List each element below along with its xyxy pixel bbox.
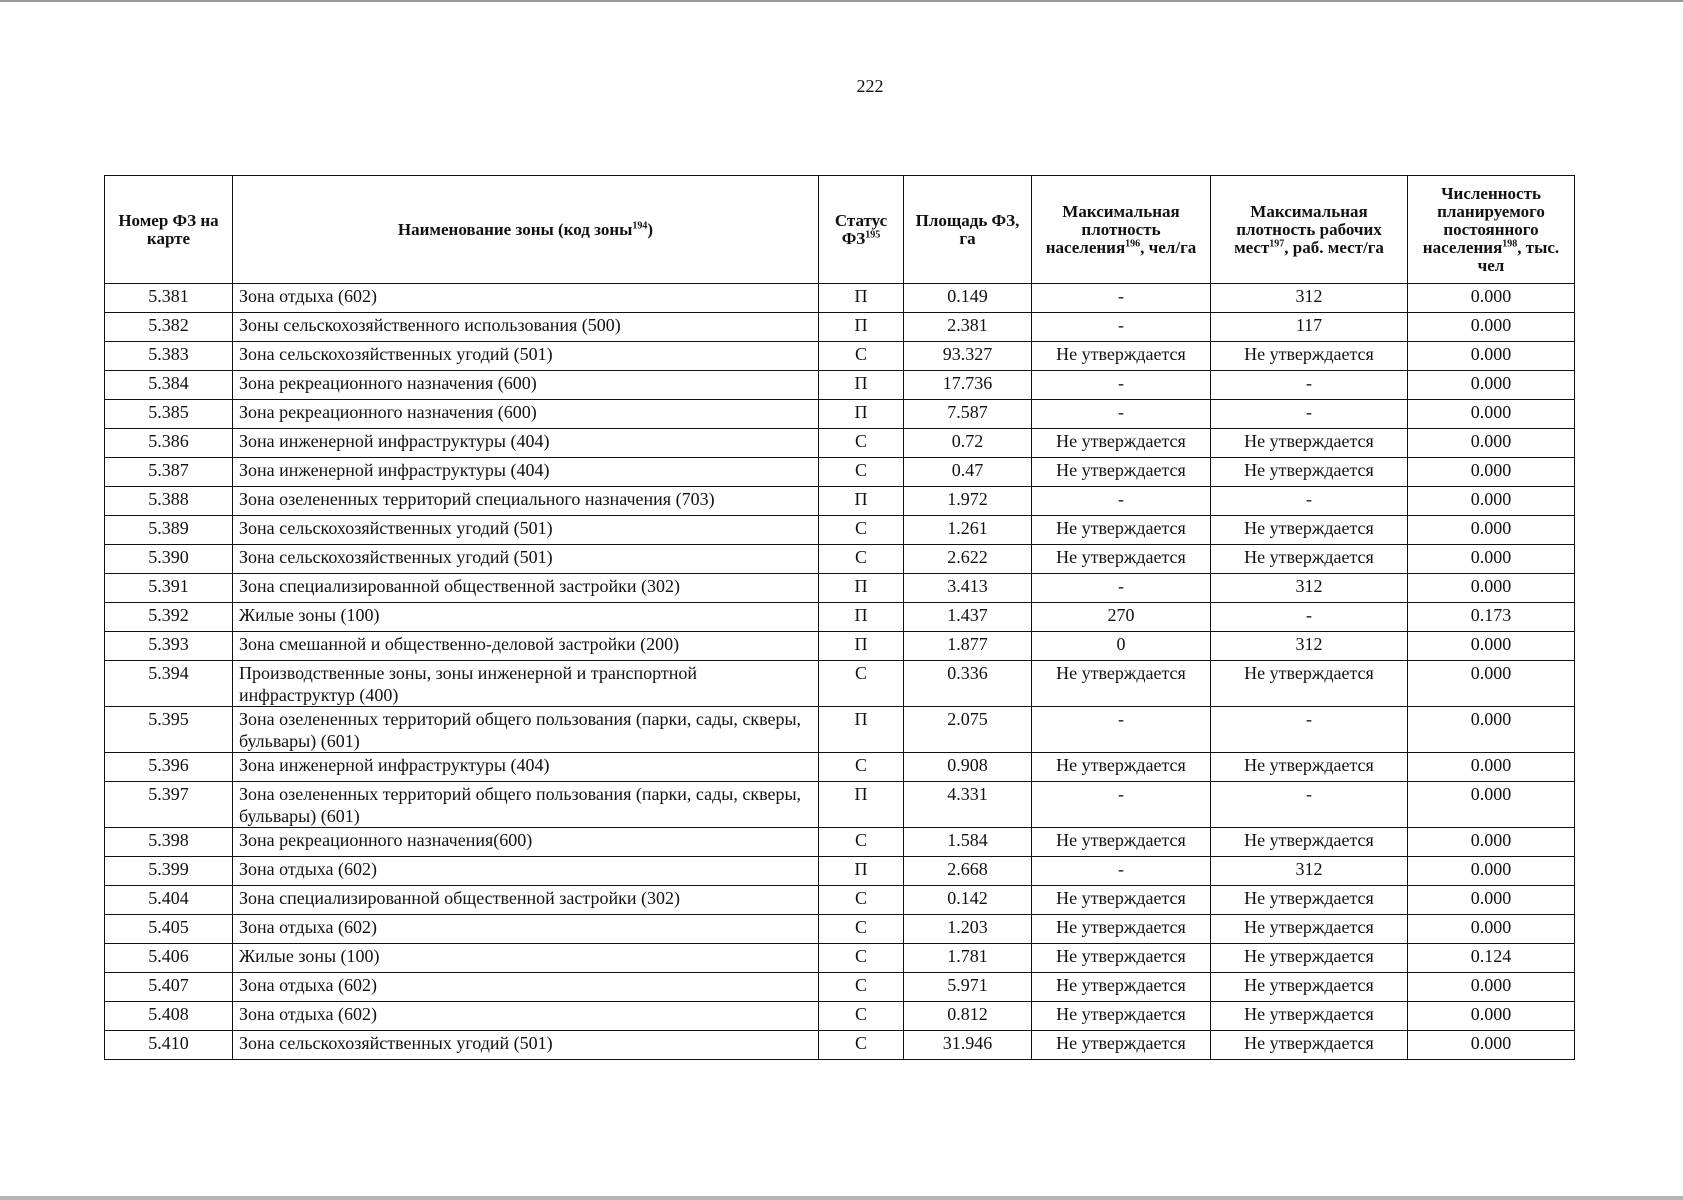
cell-status: П [819,782,904,828]
cell-area: 1.203 [904,915,1032,944]
cell-area: 2.668 [904,857,1032,886]
cell-area: 1.877 [904,632,1032,661]
cell-density: - [1032,400,1211,429]
cell-density: 270 [1032,603,1211,632]
cell-density: Не утверждается [1032,516,1211,545]
cell-zone-name: Зона инженерной инфраструктуры (404) [233,458,819,487]
cell-population: 0.000 [1408,284,1575,313]
cell-jobs-density: Не утверждается [1211,1002,1408,1031]
header-row [105,176,1575,284]
cell-status: С [819,342,904,371]
cell-area: 7.587 [904,400,1032,429]
cell-status: С [819,828,904,857]
cell-zone-name: Производственные зоны, зоны инженерной и транспортной инфраструктур (400) [233,661,819,707]
cell-zone-name: Зона инженерной инфраструктуры (404) [233,429,819,458]
cell-population: 0.000 [1408,429,1575,458]
cell-population: 0.000 [1408,886,1575,915]
cell-population: 0.000 [1408,487,1575,516]
cell-jobs-density: Не утверждается [1211,661,1408,707]
cell-jobs-density: Не утверждается [1211,516,1408,545]
cell-density: Не утверждается [1032,886,1211,915]
cell-area: 0.336 [904,661,1032,707]
cell-status: С [819,973,904,1002]
cell-status: П [819,400,904,429]
cell-density: - [1032,707,1211,753]
cell-density: Не утверждается [1032,429,1211,458]
cell-status: П [819,313,904,342]
cell-status: С [819,944,904,973]
cell-zone-name: Зона озелененных территорий специального назначения (703) [233,487,819,516]
cell-jobs-density: - [1211,400,1408,429]
cell-area: 1.261 [904,516,1032,545]
table-row [105,545,1575,574]
cell-number: 5.405 [105,915,233,944]
cell-zone-name: Зона озелененных территорий общего пользования (парки, сады, скверы, бульвары) (601) [233,782,819,828]
cell-population: 0.000 [1408,1002,1575,1031]
table-row [105,661,1575,707]
cell-density: - [1032,284,1211,313]
scan-edge-bottom [0,1196,1683,1200]
cell-population: 0.000 [1408,371,1575,400]
cell-density: Не утверждается [1032,828,1211,857]
cell-jobs-density: - [1211,782,1408,828]
table-row [105,782,1575,828]
cell-density: - [1032,487,1211,516]
cell-population: 0.000 [1408,828,1575,857]
table-row [105,516,1575,545]
cell-area: 0.72 [904,429,1032,458]
cell-number: 5.407 [105,973,233,1002]
cell-area: 93.327 [904,342,1032,371]
cell-population: 0.000 [1408,782,1575,828]
cell-number: 5.394 [105,661,233,707]
cell-jobs-density: 312 [1211,632,1408,661]
cell-area: 0.47 [904,458,1032,487]
cell-jobs-density: Не утверждается [1211,458,1408,487]
cell-zone-name: Зона сельскохозяйственных угодий (501) [233,1031,819,1060]
cell-number: 5.383 [105,342,233,371]
table-row [105,973,1575,1002]
header-jobs: Максимальная плотность рабочих мест$^{197}$, раб. мест/га [1211,176,1408,284]
cell-density: Не утверждается [1032,1002,1211,1031]
cell-number: 5.397 [105,782,233,828]
header-density: Максимальная плотность населения$^{196}$, чел/га [1032,176,1211,284]
cell-status: П [819,487,904,516]
cell-zone-name: Зона специализированной общественной застройки (302) [233,886,819,915]
cell-number: 5.390 [105,545,233,574]
cell-status: П [819,857,904,886]
table-row [105,1031,1575,1060]
table-row [105,1002,1575,1031]
cell-zone-name: Зона отдыха (602) [233,973,819,1002]
cell-zone-name: Жилые зоны (100) [233,944,819,973]
cell-area: 31.946 [904,1031,1032,1060]
cell-zone-name: Зона отдыха (602) [233,915,819,944]
cell-zone-name: Зона инженерной инфраструктуры (404) [233,753,819,782]
cell-status: С [819,1031,904,1060]
cell-number: 5.408 [105,1002,233,1031]
table-row [105,753,1575,782]
cell-zone-name: Зона специализированной общественной застройки (302) [233,574,819,603]
cell-density: Не утверждается [1032,944,1211,973]
cell-zone-name: Зона рекреационного назначения (600) [233,371,819,400]
table-row [105,371,1575,400]
cell-population: 0.124 [1408,944,1575,973]
cell-zone-name: Зона отдыха (602) [233,284,819,313]
cell-density: - [1032,782,1211,828]
cell-zone-name: Зона сельскохозяйственных угодий (501) [233,342,819,371]
cell-zone-name: Зона рекреационного назначения (600) [233,400,819,429]
cell-number: 5.393 [105,632,233,661]
cell-jobs-density: 312 [1211,284,1408,313]
cell-number: 5.406 [105,944,233,973]
cell-number: 5.398 [105,828,233,857]
cell-population: 0.173 [1408,603,1575,632]
cell-population: 0.000 [1408,857,1575,886]
cell-status: П [819,603,904,632]
cell-status: С [819,753,904,782]
cell-area: 2.622 [904,545,1032,574]
cell-number: 5.382 [105,313,233,342]
cell-number: 5.386 [105,429,233,458]
header-number: Номер ФЗ на карте [105,176,233,284]
cell-population: 0.000 [1408,973,1575,1002]
cell-number: 5.404 [105,886,233,915]
table-row [105,429,1575,458]
table-body [105,284,1575,1060]
cell-status: С [819,516,904,545]
cell-number: 5.389 [105,516,233,545]
scan-edge-top [0,0,1683,2]
cell-status: П [819,707,904,753]
cell-density: Не утверждается [1032,458,1211,487]
cell-density: Не утверждается [1032,1031,1211,1060]
cell-population: 0.000 [1408,516,1575,545]
cell-jobs-density: 312 [1211,857,1408,886]
cell-jobs-density: Не утверждается [1211,828,1408,857]
table-row [105,828,1575,857]
cell-jobs-density: Не утверждается [1211,915,1408,944]
cell-jobs-density: Не утверждается [1211,944,1408,973]
cell-density: - [1032,313,1211,342]
cell-density: - [1032,857,1211,886]
cell-jobs-density: Не утверждается [1211,973,1408,1002]
cell-density: Не утверждается [1032,973,1211,1002]
cell-area: 0.812 [904,1002,1032,1031]
cell-number: 5.410 [105,1031,233,1060]
cell-zone-name: Зона отдыха (602) [233,857,819,886]
cell-jobs-density: 312 [1211,574,1408,603]
cell-area: 0.908 [904,753,1032,782]
cell-jobs-density: Не утверждается [1211,342,1408,371]
cell-number: 5.387 [105,458,233,487]
cell-density: Не утверждается [1032,545,1211,574]
cell-jobs-density: 117 [1211,313,1408,342]
page-number: 222 [856,76,884,96]
cell-population: 0.000 [1408,545,1575,574]
cell-jobs-density: Не утверждается [1211,753,1408,782]
cell-density: Не утверждается [1032,915,1211,944]
cell-population: 0.000 [1408,707,1575,753]
table-row [105,603,1575,632]
cell-population: 0.000 [1408,632,1575,661]
cell-zone-name: Зона озелененных территорий общего пользования (парки, сады, скверы, бульвары) (601) [233,707,819,753]
cell-number: 5.392 [105,603,233,632]
cell-status: П [819,632,904,661]
table-row [105,632,1575,661]
cell-status: С [819,661,904,707]
table-row [105,284,1575,313]
zones-table [104,175,1575,1060]
cell-area: 1.437 [904,603,1032,632]
cell-density: Не утверждается [1032,753,1211,782]
header-population: Численность планируемого постоянного населения$^{198}$, тыс. чел [1408,176,1575,284]
cell-jobs-density: - [1211,603,1408,632]
cell-jobs-density: Не утверждается [1211,1031,1408,1060]
cell-number: 5.396 [105,753,233,782]
table-row [105,313,1575,342]
cell-status: С [819,545,904,574]
cell-population: 0.000 [1408,458,1575,487]
cell-area: 0.149 [904,284,1032,313]
table-row [105,400,1575,429]
header-name: Наименование зоны (код зоны$^{194}$) [233,176,819,284]
table-row [105,944,1575,973]
table-row [105,915,1575,944]
cell-area: 3.413 [904,574,1032,603]
cell-status: С [819,429,904,458]
cell-area: 1.781 [904,944,1032,973]
cell-area: 5.971 [904,973,1032,1002]
cell-zone-name: Зона сельскохозяйственных угодий (501) [233,516,819,545]
table-row [105,342,1575,371]
cell-zone-name: Жилые зоны (100) [233,603,819,632]
table-row [105,857,1575,886]
cell-area: 2.381 [904,313,1032,342]
cell-jobs-density: Не утверждается [1211,545,1408,574]
cell-population: 0.000 [1408,574,1575,603]
cell-status: П [819,284,904,313]
cell-number: 5.385 [105,400,233,429]
cell-zone-name: Зона рекреационного назначения(600) [233,828,819,857]
table-row [105,458,1575,487]
cell-population: 0.000 [1408,313,1575,342]
cell-density: Не утверждается [1032,661,1211,707]
cell-area: 1.584 [904,828,1032,857]
table-row [105,574,1575,603]
cell-zone-name: Зона смешанной и общественно-деловой застройки (200) [233,632,819,661]
cell-status: С [819,1002,904,1031]
cell-density: - [1032,574,1211,603]
cell-status: П [819,371,904,400]
cell-area: 1.972 [904,487,1032,516]
cell-population: 0.000 [1408,400,1575,429]
cell-status: С [819,915,904,944]
cell-population: 0.000 [1408,342,1575,371]
cell-number: 5.381 [105,284,233,313]
cell-status: С [819,886,904,915]
cell-area: 4.331 [904,782,1032,828]
cell-density: - [1032,371,1211,400]
cell-jobs-density: Не утверждается [1211,886,1408,915]
cell-population: 0.000 [1408,661,1575,707]
cell-population: 0.000 [1408,915,1575,944]
cell-population: 0.000 [1408,753,1575,782]
cell-area: 17.736 [904,371,1032,400]
header-status: Статус ФЗ$^{195}$ [819,176,904,284]
cell-number: 5.395 [105,707,233,753]
cell-status: П [819,574,904,603]
cell-area: 2.075 [904,707,1032,753]
table-row [105,707,1575,753]
cell-number: 5.399 [105,857,233,886]
cell-number: 5.388 [105,487,233,516]
cell-zone-name: Зоны сельскохозяйственного использования (500) [233,313,819,342]
cell-population: 0.000 [1408,1031,1575,1060]
cell-density: 0 [1032,632,1211,661]
cell-zone-name: Зона отдыха (602) [233,1002,819,1031]
cell-jobs-density: Не утверждается [1211,429,1408,458]
cell-jobs-density: - [1211,371,1408,400]
cell-zone-name: Зона сельскохозяйственных угодий (501) [233,545,819,574]
cell-jobs-density: - [1211,707,1408,753]
cell-number: 5.391 [105,574,233,603]
cell-jobs-density: - [1211,487,1408,516]
cell-area: 0.142 [904,886,1032,915]
cell-number: 5.384 [105,371,233,400]
table-row [105,487,1575,516]
cell-status: С [819,458,904,487]
cell-density: Не утверждается [1032,342,1211,371]
table-row [105,886,1575,915]
header-area: Площадь ФЗ, га [904,176,1032,284]
